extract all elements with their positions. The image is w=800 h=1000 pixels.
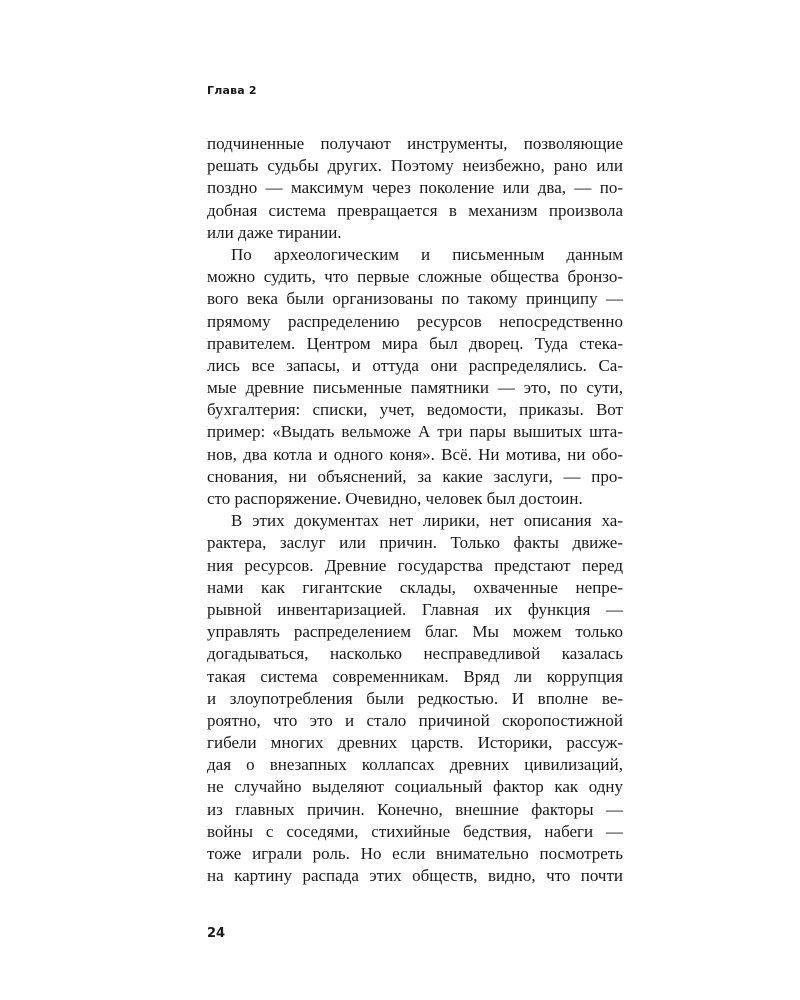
text-line: можно судить, что первые сложные общества бронзо- — [207, 267, 623, 287]
running-head: Глава 2 — [207, 84, 257, 97]
page-number: 24 — [207, 926, 226, 941]
text-line: управлять распределением благ. Мы можем только — [207, 622, 623, 642]
text-line: бухгалтерия: списки, учет, ведомости, приказы. Вот — [207, 400, 623, 420]
text-line: снования, ни объяснений, за какие заслуги, — про- — [207, 466, 623, 486]
text-line: на картину распада этих обществ, видно, что почти — [207, 866, 623, 886]
text-line: прямому распределению ресурсов непосредственно — [207, 311, 623, 331]
text-line: такая система современникам. Вряд ли коррупция — [207, 666, 623, 686]
text-line: пример: «Выдать вельможе А три пары вышитых шта- — [207, 422, 623, 442]
text-line: гибели многих древних царств. Историки, рассуж- — [207, 733, 623, 753]
text-line: рывной инвентаризацией. Главная их функция — — [207, 599, 623, 619]
text-line: вого века были организованы по такому принципу — — [207, 289, 623, 309]
text-line: поздно — максимум через поколение или два, — по- — [207, 178, 623, 198]
text-line: правителем. Центром мира был дворец. Туда стека- — [207, 333, 623, 353]
text-line: нов, два котла и одного коня». Всё. Ни мотива, ни обо- — [207, 444, 623, 464]
text-line: роятно, что это и стало причиной скоропостижной — [207, 710, 623, 730]
text-line: или даже тирании. — [207, 222, 342, 242]
paragraph-first-line: По археологическим и письменным данным — [231, 244, 623, 264]
text-line: и злоупотребления были редкостью. И вполне ве- — [207, 688, 623, 708]
text-line: не случайно выделяют социальный фактор как одну — [207, 777, 623, 797]
text-line: ния ресурсов. Древние государства предстают перед — [207, 555, 623, 575]
text-line: догадываться, насколько несправедливой казалась — [207, 644, 623, 664]
paragraph-first-line: В этих документах нет лирики, нет описания ха- — [231, 511, 623, 531]
text-line: рактера, заслуг или причин. Только факты движе- — [207, 533, 623, 553]
body-text — [207, 133, 623, 887]
text-line: решать судьбы других. Поэтому неизбежно, рано или — [207, 156, 623, 176]
text-line: мые древние письменные памятники — это, по сути, — [207, 378, 623, 398]
text-line: дая о внезапных коллапсах древних цивилизаций, — [207, 755, 623, 775]
text-line: войны с соседями, стихийные бедствия, набеги — — [207, 821, 623, 841]
text-line: из главных причин. Конечно, внешние факторы — — [207, 799, 623, 819]
text-line: подчиненные получают инструменты, позволяющие — [207, 134, 623, 153]
text-line: сто распоряжение. Очевидно, человек был достоин. — [207, 489, 583, 508]
text-line: добная система превращается в механизм произвола — [207, 200, 623, 220]
text-line: нами как гигантские склады, охваченные непре- — [207, 577, 623, 597]
text-line: тоже играли роль. Но если внимательно посмотреть — [207, 844, 623, 863]
text-line: лись все запасы, и оттуда они распределялись. Са- — [207, 355, 623, 375]
